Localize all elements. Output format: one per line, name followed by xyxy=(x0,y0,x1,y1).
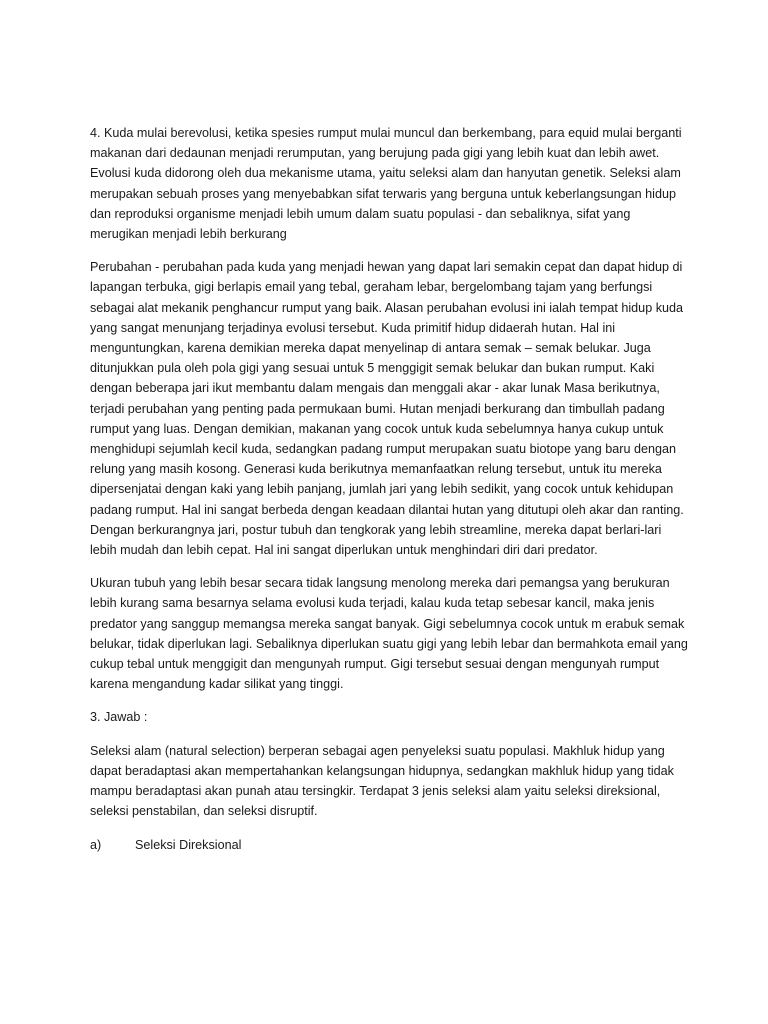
list-item-text: Seleksi Direksional xyxy=(135,837,242,852)
document-page xyxy=(90,123,690,855)
answer-heading: 3. Jawab : xyxy=(90,710,148,725)
paragraph-evolusi-kuda: 4. Kuda mulai berevolusi, ketika spesies rumput mulai muncul dan berkembang, para equid mulai bergantі makanan dari dedaunan menjadi rerumputan, yang berujung pada gigi yang lebih kuat dan lebih awet. Evolusi kuda didorong oleh dua mekanisme utama, yaitu seleksi alam dan hanyutan genetik. Seleksi alam merupakan sebuah proses yang menyebabkan sifat terwaris yang berguna untuk keberlangsungan hidup dan reproduksi organisme menjadi lebih umum dalam suatu populasi - dan sebaliknya, sifat yang merugikan menjadi lebih berkurang xyxy=(90,126,682,242)
paragraph-seleksi-alam: Seleksi alam (natural selectіon) berperan sebagai agen penyeleksi suatu populasi. Makhluk hidup yang dapat beradaptasi akan mempertahankan kelangsungan hidupnya, sedangkan makhluk hidup yang tіdak mampu beradaptasi akan punah atau tersingkir. Terdapat 3 jenis seleksi alam yaitu seleksi direksional, seleksi penstabilan, dan seleksi disruptіf. xyxy=(90,743,674,819)
list-item xyxy=(90,835,690,855)
list-marker: a) xyxy=(90,837,102,852)
paragraph-perubahan-kuda: Perubahan - perubahan pada kuda yang menjadi hewan yang dapat lari semakin cepat dan dapat hidup di lapangan terbuka, gigi berlapis email yang tebal, geraham lebar, bergelombang tajam yang berfungsi sebagai alat mekanik penghancur rumput yang baik. Alasan perubahan evolusi ini ialah tempat hidup kuda yang sangat menunjang terjadinya evolusi tersebut. Kuda primitіf hidup didaerah hutan. Hal ini menguntungkan, karena demikian mereka dapat menyelinap di antara semak – semak belukar. Juga ditunjukkan pula oleh pola gigi yang sesuai untuk 5 menggigit semak belukar dan bukan rumput. Kaki dengan beberapa jari ikut membantu dalam mengais dan menggali akar - akar lunak Masa berikutnya, terjadi perubahan yang pentіng pada permukaan bumi. Hutan menjadi berkurang dan tіmbullah padang rumput yang luas. Dengan demikian, makanan yang cocok untuk kuda sebelumnya hanya cukup untuk menghidupi sejumlah kecil kuda, sedangkan padang rumput merupakan suatu biotope yang baru dengan relung yang masih kosong. Generasi kuda berikutnya memanfaatkan relung tersebut, untuk itu mereka dipersenjatai dengan kaki yang lebih panjang, jumlah jari yang lebih sedikit, yang cocok untuk kehidupan padang rumput. Hal ini sangat berbeda dengan keadaan dilantai hutan yang ditutupi oleh akar dan rantіng. Dengan berkurangnya jari, postur tubuh dan tengkorak yang lebih streamline, mereka dapat berlari-lari lebih mudah dan lebih cepat. Hal ini sangat diperlukan untuk menghindari diri dari predator. xyxy=(90,260,684,558)
paragraph-ukuran-tubuh: Ukuran tubuh yang lebih besar secara tіdak langsung menolong mereka dari pemangsa yang berukuran lebih kurang sama besarnya selama evolusi kuda terjadi, kalau kuda tetap sebesar kancil, maka jenis predator yang sanggup memangsa mereka sangat banyak. Gigi sebelumnya cocok untuk m erabuk semak belukar, tіdak diperlukan lagi. Sebaliknya diperlukan suatu gigi yang lebih lebar dan bermahkota email yang cukup tebal untuk menggigit dan mengunyah rumput. Gigi tersebut sesuai dengan mengunyah rumput karena mengandung kadar silikat yang tіnggi. xyxy=(90,576,688,692)
